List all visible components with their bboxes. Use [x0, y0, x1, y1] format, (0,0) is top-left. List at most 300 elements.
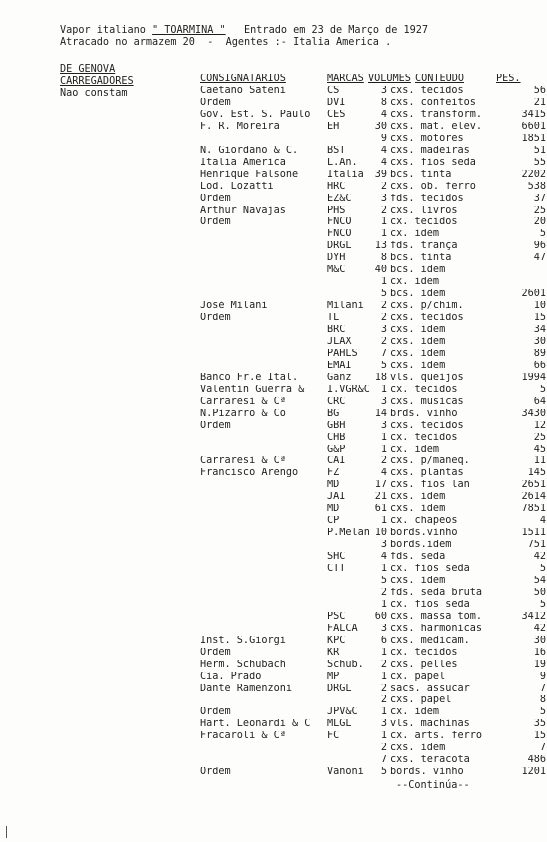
- margin-mark: [6, 826, 7, 838]
- contents-cell: cxs. pelles: [390, 659, 458, 670]
- mark-cell: P.Melan: [327, 528, 370, 539]
- contents-cell: bcs. idem: [390, 289, 446, 300]
- weight-cell: 42: [533, 552, 546, 562]
- mark-cell: DRGL: [327, 683, 352, 694]
- table-row: [0, 612, 547, 624]
- volume-count-cell: 4: [380, 552, 387, 562]
- volume-count-cell: 2: [380, 336, 387, 347]
- weight-cell: 3430: [521, 408, 546, 419]
- consignee-cell: Carraresi & Cª: [200, 456, 286, 467]
- volume-count-cell: 1: [380, 731, 387, 742]
- consignee-cell: Ordem: [200, 217, 231, 228]
- consignee-cell: Gov. Est. S. Paulo: [200, 109, 311, 120]
- table-row: [0, 337, 547, 349]
- weight-cell: 20: [533, 217, 546, 228]
- volume-count-cell: 4: [380, 157, 387, 168]
- contents-cell: fds. seda: [390, 552, 446, 562]
- volume-count-cell: 4: [380, 468, 387, 479]
- weight-cell: 5: [539, 564, 546, 574]
- table-row: [0, 588, 547, 600]
- table-row: [0, 672, 547, 684]
- contents-cell: bcs. tinta: [390, 169, 452, 180]
- table-row: [0, 707, 547, 719]
- mark-cell: HRC: [327, 181, 346, 192]
- header-weight: PES.: [496, 74, 521, 84]
- mark-cell: MP: [327, 671, 340, 682]
- header-line-1: [60, 26, 428, 36]
- weight-cell: 34: [533, 325, 546, 335]
- header-volumes: VOLUMES: [368, 74, 411, 84]
- contents-cell: cxs. tecidos: [390, 313, 464, 323]
- shippers-label: CARREGADORES: [60, 76, 134, 87]
- table-row: [0, 433, 547, 445]
- weight-cell: 145: [527, 468, 546, 479]
- weight-cell: 7: [539, 743, 546, 754]
- contents-cell: cxs. idem: [390, 576, 446, 586]
- mark-cell: I.VGR&C: [327, 384, 370, 395]
- weight-cell: 55: [533, 157, 546, 168]
- mark-cell: BST: [327, 145, 346, 156]
- mark-cell: M&C: [327, 265, 346, 276]
- header-consignees: CONSIGNATARIOS: [200, 74, 286, 84]
- volume-count-cell: 21: [374, 492, 387, 503]
- weight-cell: 12: [533, 420, 546, 431]
- table-row: [0, 516, 547, 528]
- table-row: [0, 206, 547, 218]
- weight-cell: 2651: [521, 480, 546, 491]
- contents-cell: vls. queijos: [390, 372, 464, 383]
- mark-cell: Milani: [327, 301, 364, 312]
- contents-cell: cxs. fios seda: [390, 157, 476, 168]
- mark-cell: CP: [327, 516, 340, 527]
- consignee-cell: Lod. Lozatti: [200, 181, 274, 192]
- contents-cell: cxs. idem: [390, 492, 446, 503]
- table-row: [0, 492, 547, 504]
- volume-count-cell: 10: [374, 528, 387, 539]
- contents-cell: cx. chapeos: [390, 516, 458, 527]
- weight-cell: 5: [539, 599, 546, 610]
- weight-cell: 1851: [521, 133, 546, 144]
- weight-cell: 50: [533, 587, 546, 598]
- contents-cell: sacs. assucar: [390, 683, 470, 694]
- volume-count-cell: 1: [380, 564, 387, 574]
- mark-cell: PSC: [327, 611, 346, 622]
- contents-cell: cxs. confeitos: [390, 98, 476, 108]
- table-row: [0, 409, 547, 421]
- table-row: [0, 146, 547, 158]
- mark-cell: FNCO: [327, 217, 352, 228]
- volume-count-cell: 39: [374, 169, 387, 180]
- table-row: [0, 194, 547, 206]
- table-row: [0, 695, 547, 707]
- volume-count-cell: 9: [380, 133, 387, 144]
- weight-cell: 47: [533, 253, 546, 264]
- contents-cell: cxs. plantas: [390, 468, 464, 479]
- table-row: [0, 110, 547, 122]
- contents-cell: cx. fios seda: [390, 599, 470, 610]
- mark-cell: G&P: [327, 444, 346, 455]
- volume-count-cell: 5: [380, 289, 387, 300]
- table-row: [0, 134, 547, 146]
- weight-cell: 751: [527, 540, 546, 551]
- volume-count-cell: 1: [380, 707, 387, 718]
- table-row: [0, 241, 547, 253]
- mark-cell: DVI: [327, 98, 346, 108]
- volume-count-cell: 1: [380, 516, 387, 527]
- table-row: [0, 421, 547, 433]
- mark-cell: EH: [327, 121, 340, 132]
- mark-cell: FC: [327, 731, 340, 742]
- volume-count-cell: 2: [380, 587, 387, 598]
- table-row: [0, 397, 547, 409]
- consignee-cell: Ordem: [200, 313, 231, 323]
- weight-cell: 2614: [521, 492, 546, 503]
- volume-count-cell: 40: [374, 265, 387, 276]
- contents-cell: cx. arts. ferro: [390, 731, 483, 742]
- contents-cell: cxs. transform.: [390, 109, 483, 120]
- table-row: [0, 731, 547, 743]
- weight-cell: 54: [533, 576, 546, 586]
- weight-cell: 7: [539, 683, 546, 694]
- consignee-cell: Henrique Falsone: [200, 169, 299, 180]
- volume-count-cell: 17: [374, 480, 387, 491]
- table-row: [0, 660, 547, 672]
- consignee-cell: F. R. Moreira: [200, 121, 280, 132]
- volume-count-cell: 5: [380, 576, 387, 586]
- table-row: [0, 325, 547, 337]
- consignee-cell: Carraresi & Cª: [200, 396, 286, 407]
- contents-cell: cxs. motores: [390, 133, 464, 144]
- contents-cell: cxs. p/chim.: [390, 301, 464, 312]
- volume-count-cell: 2: [380, 301, 387, 312]
- volume-count-cell: 2: [380, 456, 387, 467]
- contents-cell: cxs. harmonicas: [390, 623, 483, 634]
- volume-count-cell: 7: [380, 755, 387, 766]
- table-row: [0, 743, 547, 755]
- weight-cell: 2202: [521, 169, 546, 180]
- table-row: [0, 719, 547, 731]
- volume-count-cell: 3: [380, 623, 387, 634]
- volume-count-cell: 8: [380, 98, 387, 108]
- volume-count-cell: 3: [380, 325, 387, 335]
- table-row: [0, 373, 547, 385]
- volume-count-cell: 1: [380, 217, 387, 228]
- table-row: [0, 576, 547, 588]
- mark-cell: Vanoni: [327, 767, 364, 778]
- volume-count-cell: 2: [380, 205, 387, 216]
- weight-cell: 1994: [521, 372, 546, 383]
- contents-cell: cxs. medicam.: [390, 635, 470, 646]
- table-row: [0, 253, 547, 265]
- consignee-cell: Arthur Navajas: [200, 205, 286, 216]
- volume-count-cell: 2: [380, 695, 387, 706]
- mark-cell: CRC: [327, 396, 346, 407]
- weight-cell: 3415: [521, 109, 546, 120]
- consignee-cell: Caetano Sateni: [200, 86, 286, 96]
- mark-cell: SHC: [327, 552, 346, 562]
- volume-count-cell: 1: [380, 277, 387, 288]
- mark-cell: DRGL: [327, 241, 352, 252]
- weight-cell: 56: [533, 86, 546, 96]
- weight-cell: 8: [539, 695, 546, 706]
- weight-cell: 64: [533, 396, 546, 407]
- weight-cell: 1201: [521, 767, 546, 778]
- weight-cell: 3412: [521, 611, 546, 622]
- consignee-cell: Ordem: [200, 767, 231, 778]
- mark-cell: JAI: [327, 492, 346, 503]
- mark-cell: EMAI: [327, 360, 352, 371]
- table-row: [0, 289, 547, 301]
- contents-cell: cxs. massa tom.: [390, 611, 483, 622]
- mark-cell: BG: [327, 408, 340, 419]
- table-row: [0, 755, 547, 767]
- mark-cell: CHB: [327, 432, 346, 443]
- table-row: [0, 456, 547, 468]
- weight-cell: 21: [533, 98, 546, 108]
- table-row: [0, 528, 547, 540]
- consignee-cell: Francisco Arengo: [200, 468, 299, 479]
- ship-name: " TOARMINA ": [152, 25, 226, 36]
- weight-cell: 42: [533, 623, 546, 634]
- volume-count-cell: 1: [380, 384, 387, 395]
- volume-count-cell: 18: [374, 372, 387, 383]
- weight-cell: 15: [533, 313, 546, 323]
- weight-cell: 16: [533, 647, 546, 658]
- consignee-cell: N. Giordano & C.: [200, 145, 299, 156]
- mark-cell: Ganz: [327, 372, 352, 383]
- weight-cell: 5: [539, 707, 546, 718]
- volume-count-cell: 61: [374, 504, 387, 515]
- table-row: [0, 468, 547, 480]
- mark-cell: CS: [327, 86, 340, 96]
- contents-cell: cxs. ob. ferro: [390, 181, 476, 192]
- volume-count-cell: 2: [380, 181, 387, 192]
- weight-cell: 5: [539, 229, 546, 240]
- contents-cell: cx. fios seda: [390, 564, 470, 574]
- mark-cell: FALCA: [327, 623, 358, 634]
- table-row: [0, 504, 547, 516]
- contents-cell: cxs. idem: [390, 348, 446, 359]
- table-row: [0, 349, 547, 361]
- mark-cell: MD: [327, 480, 340, 491]
- mark-cell: Schub.: [327, 659, 364, 670]
- contents-cell: cx. tecidos: [390, 647, 458, 658]
- table-row: [0, 313, 547, 325]
- header-contents: CONTEUDO: [415, 74, 465, 84]
- contents-cell: cxs. idem: [390, 360, 446, 371]
- contents-cell: cx. idem: [390, 707, 440, 718]
- table-row: [0, 217, 547, 229]
- volume-count-cell: 5: [380, 767, 387, 778]
- volume-count-cell: 60: [374, 611, 387, 622]
- mark-cell: TL: [327, 313, 340, 323]
- table-row: [0, 265, 547, 277]
- contents-cell: fds. tecidos: [390, 193, 464, 204]
- contents-cell: cxs. mat. elev.: [390, 121, 483, 132]
- contents-cell: cxs. tecidos: [390, 420, 464, 431]
- weight-cell: 538: [527, 181, 546, 192]
- consignee-cell: Banco Fr.e Ital.: [200, 372, 299, 383]
- mark-cell: KPC: [327, 635, 346, 646]
- table-row: [0, 277, 547, 289]
- table-row: [0, 480, 547, 492]
- volume-count-cell: 14: [374, 408, 387, 419]
- header-marks: MARCAS: [327, 74, 364, 84]
- contents-cell: vls. machinas: [390, 719, 470, 730]
- consignee-cell: N.Pizarro & Co: [200, 408, 286, 419]
- table-row: [0, 385, 547, 397]
- volume-count-cell: 1: [380, 444, 387, 455]
- volume-count-cell: 13: [374, 241, 387, 252]
- contents-cell: cx. papel: [390, 671, 446, 682]
- weight-cell: 19: [533, 659, 546, 670]
- volume-count-cell: 8: [380, 253, 387, 264]
- table-row: [0, 564, 547, 576]
- contents-cell: bords.idem: [390, 540, 452, 551]
- table-row: [0, 229, 547, 241]
- table-row: [0, 170, 547, 182]
- volume-count-cell: 2: [380, 313, 387, 323]
- contents-cell: cx. tecidos: [390, 217, 458, 228]
- consignee-cell: Italia America: [200, 157, 286, 168]
- contents-cell: cxs. papel: [390, 695, 452, 706]
- consignee-cell: Dante Ramenzoni: [200, 683, 293, 694]
- mark-cell: L.An.: [327, 157, 358, 168]
- contents-cell: cx. tecidos: [390, 432, 458, 443]
- mark-cell: CAI: [327, 456, 346, 467]
- weight-cell: 89: [533, 348, 546, 359]
- table-row: [0, 552, 547, 564]
- weight-cell: 7851: [521, 504, 546, 515]
- weight-cell: 25: [533, 432, 546, 443]
- contents-cell: bords.vinho: [390, 528, 458, 539]
- mark-cell: BRC: [327, 325, 346, 335]
- weight-cell: 5: [539, 384, 546, 395]
- table-row: [0, 301, 547, 313]
- volume-count-cell: 3: [380, 396, 387, 407]
- contents-cell: fds. trança: [390, 241, 458, 252]
- volume-count-cell: 1: [380, 432, 387, 443]
- consignee-cell: Hart. Leonardi & C: [200, 719, 311, 730]
- contents-cell: cxs. musicas: [390, 396, 464, 407]
- table-row: [0, 182, 547, 194]
- consignee-cell: Ordem: [200, 420, 231, 431]
- contents-cell: cx. idem: [390, 277, 440, 288]
- volume-count-cell: 2: [380, 683, 387, 694]
- volume-count-cell: 1: [380, 599, 387, 610]
- contents-cell: cxs. tecidos: [390, 86, 464, 96]
- mark-cell: JLAX: [327, 336, 352, 347]
- contents-cell: brds. vinho: [390, 408, 458, 419]
- mark-cell: MD: [327, 504, 340, 515]
- weight-cell: 486: [527, 755, 546, 766]
- mark-cell: FNCO: [327, 229, 352, 240]
- continues-note: --Continúa--: [396, 780, 470, 791]
- mark-cell: PHS: [327, 205, 346, 216]
- consignee-cell: Cia. Prado: [200, 671, 262, 682]
- contents-cell: cxs. idem: [390, 336, 446, 347]
- consignee-cell: Inst. S.Giorgi: [200, 635, 286, 646]
- column-headers: [0, 74, 547, 86]
- contents-cell: bords. vinho: [390, 767, 464, 778]
- weight-cell: 30: [533, 336, 546, 347]
- table-row: [0, 767, 547, 779]
- table-row: [0, 361, 547, 373]
- header-line-2: Atracado no armazem 20 - Agentes :- Italia America .: [60, 37, 392, 48]
- mark-cell: MLGL: [327, 719, 352, 730]
- contents-cell: cxs. fios lan: [390, 480, 470, 491]
- contents-cell: cxs. livros: [390, 205, 458, 216]
- weight-cell: 96: [533, 241, 546, 252]
- weight-cell: 35: [533, 719, 546, 730]
- table-row: [0, 98, 547, 110]
- weight-cell: 6601: [521, 121, 546, 132]
- contents-cell: bcs. idem: [390, 265, 446, 276]
- volume-count-cell: 3: [380, 420, 387, 431]
- consignee-cell: Ordem: [200, 707, 231, 718]
- volume-count-cell: 6: [380, 635, 387, 646]
- weight-cell: 45: [533, 444, 546, 455]
- weight-cell: 11: [533, 456, 546, 467]
- mark-cell: CES: [327, 109, 346, 120]
- volume-count-cell: 1: [380, 229, 387, 240]
- contents-cell: cxs. idem: [390, 325, 446, 335]
- consignee-cell: Ordem: [200, 98, 231, 108]
- table-row: [0, 540, 547, 552]
- volume-count-cell: 2: [380, 659, 387, 670]
- volume-count-cell: 1: [380, 647, 387, 658]
- mark-cell: Italia: [327, 169, 364, 180]
- arrival-date: Entrado em 23 de Março de 1927: [244, 25, 429, 36]
- contents-cell: cxs. idem: [390, 743, 446, 754]
- mark-cell: PAHLS: [327, 348, 358, 359]
- consignee-cell: José Milani: [200, 301, 268, 312]
- table-row: [0, 158, 547, 170]
- contents-cell: cxs. idem: [390, 504, 446, 515]
- weight-cell: 9: [539, 671, 546, 682]
- contents-cell: cxs. p/maneq.: [390, 456, 470, 467]
- volume-count-cell: 30: [374, 121, 387, 132]
- weight-cell: 30: [533, 635, 546, 646]
- table-row: [0, 636, 547, 648]
- weight-cell: 25: [533, 205, 546, 216]
- mark-cell: EZ&C: [327, 193, 352, 204]
- table-row: [0, 600, 547, 612]
- volume-count-cell: 5: [380, 360, 387, 371]
- table-row: [0, 648, 547, 660]
- volume-count-cell: 3: [380, 86, 387, 96]
- weight-cell: 15: [533, 731, 546, 742]
- volume-count-cell: 4: [380, 145, 387, 156]
- mark-cell: CTT: [327, 564, 346, 574]
- volume-count-cell: 4: [380, 109, 387, 120]
- shippers-value: Nao constam: [60, 88, 128, 99]
- volume-count-cell: 7: [380, 348, 387, 359]
- weight-cell: 51: [533, 145, 546, 156]
- volume-count-cell: 1: [380, 671, 387, 682]
- volume-count-cell: 3: [380, 193, 387, 204]
- table-row: [0, 445, 547, 457]
- mark-cell: KR: [327, 647, 340, 658]
- consignee-cell: Ordem: [200, 647, 231, 658]
- contents-cell: cxs. madeiras: [390, 145, 470, 156]
- contents-cell: cx. idem: [390, 229, 440, 240]
- mark-cell: JPV&C: [327, 707, 358, 718]
- mark-cell: GBH: [327, 420, 346, 431]
- contents-cell: bcs. tinta: [390, 253, 452, 264]
- volume-count-cell: 3: [380, 540, 387, 551]
- weight-cell: 4: [539, 516, 546, 527]
